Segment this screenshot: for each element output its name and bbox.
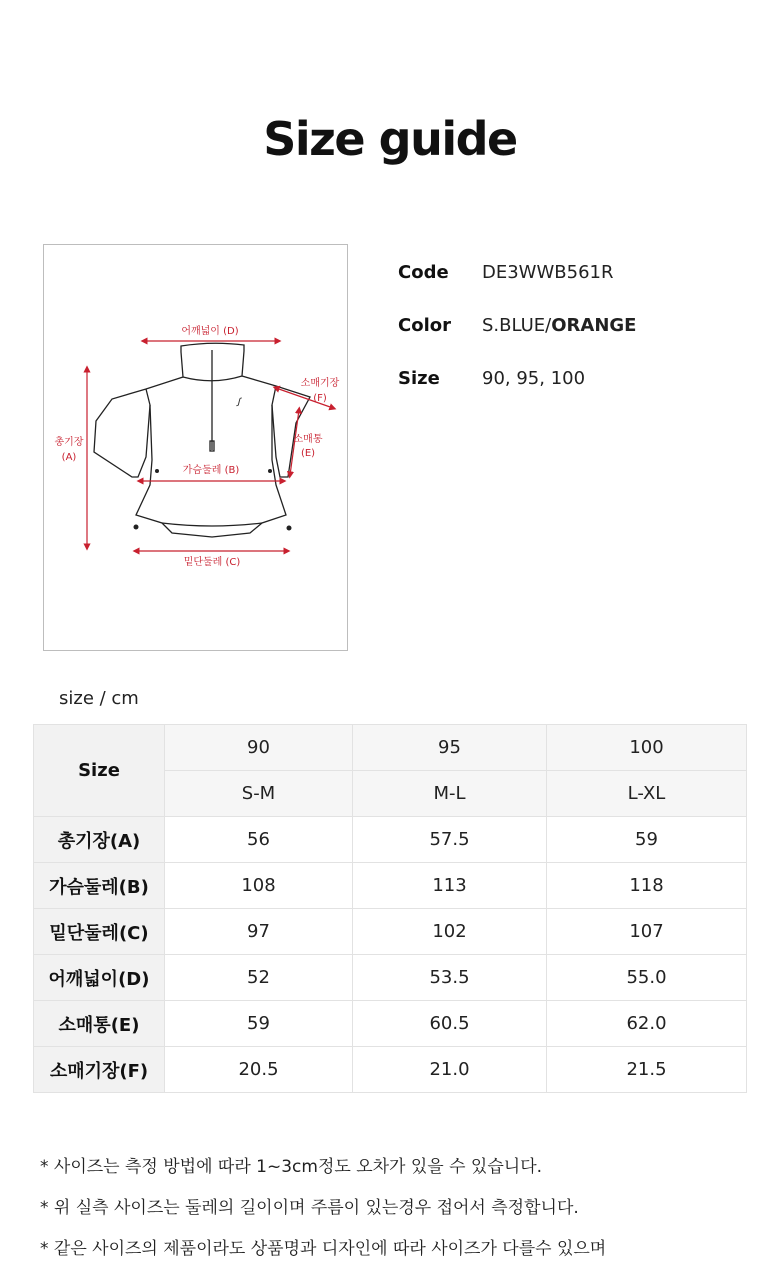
table-cell: 57.5 [353,817,547,863]
sleeve-width-code: (E) [300,448,316,459]
table-row [34,909,747,955]
product-sizes: 90, 95, 100 [482,368,586,389]
table-cell: 113 [353,863,547,909]
table-cell: 55.0 [547,955,747,1001]
note-item: * 위 실측 사이즈는 둘레의 길이이며 주름이 있는경우 접어서 측정합니다. [40,1198,579,1218]
page-title: Size guide [263,112,517,166]
size-number: 95 [353,725,547,771]
row-label: 어깨넓이(D) [34,955,165,1001]
info-key: Color [398,315,451,336]
table-cell: 107 [547,909,747,955]
table-cell: 62.0 [547,1001,747,1047]
table-cell: 118 [547,863,747,909]
product-color [482,315,636,336]
info-row-color [398,315,636,368]
sleeve-width-label: 소매통 [293,434,323,445]
note-item: * 같은 사이즈의 제품이라도 상품명과 디자인에 따라 사이즈가 다를수 있으며 [40,1239,607,1259]
product-info [398,262,636,421]
table-cell: 56 [165,817,353,863]
table-row [34,1001,747,1047]
table-cell: 20.5 [165,1047,353,1093]
row-label: 총기장(A) [34,817,165,863]
table-cell: 53.5 [353,955,547,1001]
table-cell: 97 [165,909,353,955]
size-header-label: Size [34,725,165,817]
size-table [33,724,747,1093]
table-cell: 59 [165,1001,353,1047]
size-fit: S-M [165,771,353,817]
table-row [34,817,747,863]
garment-diagram [43,244,348,651]
row-label: 소매기장(F) [34,1047,165,1093]
size-fit: L-XL [547,771,747,817]
size-number: 100 [547,725,747,771]
sleeve-length-label: 소매기장 [300,378,340,389]
table-row [34,863,747,909]
row-label: 밑단둘레(C) [34,909,165,955]
table-cell: 21.5 [547,1047,747,1093]
note-item: * 사이즈는 측정 방법에 따라 1~3cm정도 오차가 있을 수 있습니다. [40,1157,543,1177]
size-fit: M-L [353,771,547,817]
row-label: 소매통(E) [34,1001,165,1047]
color-secondary: ORANGE [551,315,637,336]
table-cell: 52 [165,955,353,1001]
size-number: 90 [165,725,353,771]
product-code: DE3WWB561R [482,262,614,283]
info-key: Code [398,262,449,283]
total-length-label: 총기장 [54,437,84,448]
info-row-size [398,368,636,421]
table-cell: 21.0 [353,1047,547,1093]
info-key: Size [398,368,440,389]
jacket-measure-illustration [44,245,349,652]
row-label: 가슴둘레(B) [34,863,165,909]
table-cell: 108 [165,863,353,909]
table-row [34,1047,747,1093]
color-primary: S.BLUE/ [482,315,552,336]
unit-label: size / cm [59,688,139,709]
table-row [34,955,747,1001]
notes [40,1152,606,1275]
sleeve-length-code: (F) [313,393,327,404]
chest-label: 가슴둘레 (B) [182,465,240,476]
hem-label: 밑단둘레 (C) [183,557,241,568]
table-cell: 60.5 [353,1001,547,1047]
table-cell: 59 [547,817,747,863]
size-header-row [34,725,747,771]
shoulder-label: 어깨넓이 (D) [181,326,239,337]
table-cell: 102 [353,909,547,955]
total-length-code: (A) [61,452,77,463]
jacket-outline [94,343,310,537]
info-row-code [398,262,636,315]
brand-logo-icon: ꭍ [236,396,240,409]
